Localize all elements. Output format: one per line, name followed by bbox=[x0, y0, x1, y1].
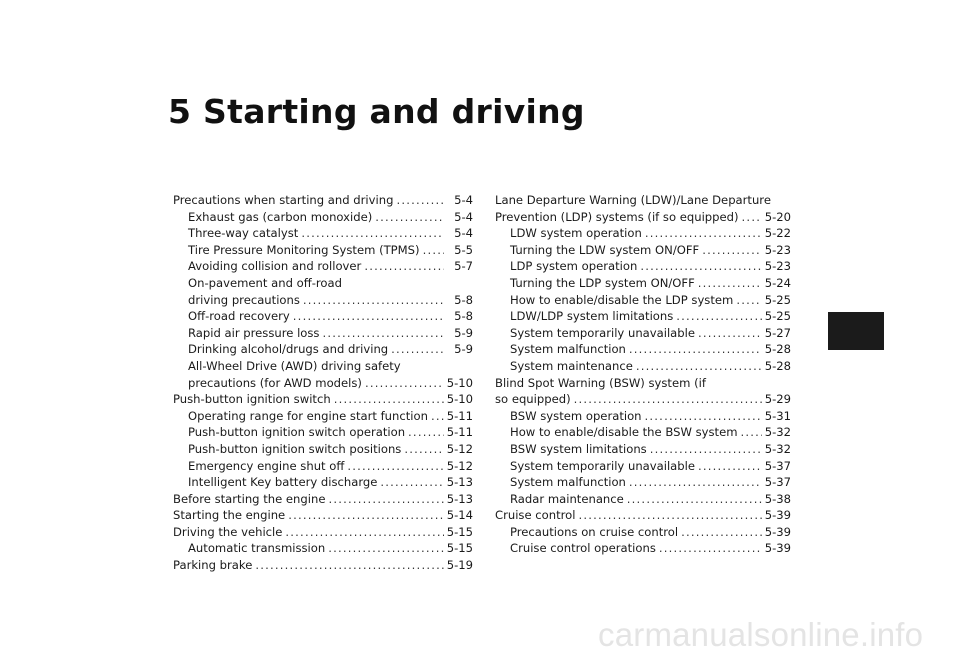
toc-leader-dots bbox=[396, 192, 444, 209]
toc-entry-text: precautions (for AWD models) bbox=[188, 375, 362, 390]
toc-subentry[interactable] bbox=[495, 474, 791, 491]
toc-left-column bbox=[173, 192, 473, 574]
toc-right-column bbox=[495, 192, 791, 557]
toc-entry-text: Operating range for engine start function bbox=[188, 408, 428, 423]
toc-page-number: 5-24 bbox=[764, 275, 791, 290]
toc-entry[interactable] bbox=[173, 507, 473, 524]
toc-page-number: 5-8 bbox=[454, 309, 473, 324]
toc-leader-dots bbox=[328, 491, 443, 508]
toc-page-number: 5-5 bbox=[454, 242, 473, 257]
toc-subentry[interactable] bbox=[173, 441, 473, 458]
toc-subentry[interactable] bbox=[495, 424, 791, 441]
toc-entry-text: System maintenance bbox=[510, 358, 633, 373]
toc-leader-dots bbox=[431, 408, 444, 425]
toc-page-number: 5-27 bbox=[764, 325, 791, 340]
toc-page-number: 5-25 bbox=[764, 309, 791, 324]
toc-entry-text: Rapid air pressure loss bbox=[188, 325, 320, 340]
toc-subentry[interactable] bbox=[495, 242, 791, 259]
toc-entry-text: BSW system limitations bbox=[510, 441, 647, 456]
toc-leader-dots bbox=[578, 507, 761, 524]
toc-entry-text: Push-button ignition switch operation bbox=[188, 425, 406, 440]
toc-entry[interactable] bbox=[495, 209, 791, 226]
toc-entry-text: Three-way catalyst bbox=[188, 226, 299, 241]
toc-page-number: 5-11 bbox=[446, 408, 473, 423]
toc-entry-text: LDP system operation bbox=[510, 259, 638, 274]
toc-page-number: 5-39 bbox=[764, 541, 791, 556]
toc-entry-text: so equipped) bbox=[495, 392, 571, 407]
toc-entry-text: Precautions when starting and driving bbox=[173, 193, 394, 207]
toc-entry-text: Driving the vehicle bbox=[173, 524, 283, 539]
toc-leader-dots bbox=[391, 341, 444, 358]
toc-subentry[interactable] bbox=[495, 225, 791, 242]
toc-subentry[interactable] bbox=[173, 375, 473, 392]
toc-subentry[interactable] bbox=[173, 458, 473, 475]
toc-entry-text: System malfunction bbox=[510, 475, 626, 490]
toc-entry-text: Prevention (LDP) systems (if so equipped) bbox=[495, 209, 739, 224]
toc-leader-dots bbox=[288, 507, 443, 524]
toc-entry-text: Starting the engine bbox=[173, 508, 286, 523]
toc-leader-dots bbox=[659, 540, 762, 557]
toc-page-number: 5-19 bbox=[446, 558, 473, 573]
toc-subentry[interactable] bbox=[173, 242, 473, 259]
toc-entry-text: Push-button ignition switch positions bbox=[188, 441, 402, 456]
page-title: 5 Starting and driving bbox=[168, 92, 585, 131]
toc-subentry[interactable] bbox=[495, 358, 791, 375]
toc-subentry[interactable] bbox=[495, 491, 791, 508]
toc-leader-dots bbox=[629, 341, 762, 358]
toc-leader-dots bbox=[364, 258, 444, 275]
toc-entry-text: Exhaust gas (carbon monoxide) bbox=[188, 209, 373, 224]
toc-subentry[interactable] bbox=[173, 258, 473, 275]
toc-entry-text: Emergency engine shut off bbox=[188, 458, 345, 473]
toc-entry[interactable] bbox=[173, 524, 473, 541]
toc-subentry[interactable] bbox=[495, 540, 791, 557]
toc-entry-text: Lane Departure Warning (LDW)/Lane Departure bbox=[495, 193, 771, 207]
toc-page-number: 5-25 bbox=[764, 292, 791, 307]
toc-entry-text: BSW system operation bbox=[510, 408, 642, 423]
toc-leader-dots bbox=[423, 242, 444, 259]
toc-leader-dots bbox=[365, 375, 444, 392]
toc-page-number: 5-28 bbox=[764, 342, 791, 357]
section-tab bbox=[828, 312, 884, 350]
toc-entry-text: LDW system operation bbox=[510, 226, 642, 241]
toc-subentry[interactable] bbox=[173, 225, 473, 242]
toc-subentry[interactable] bbox=[495, 292, 791, 309]
toc-leader-dots bbox=[698, 275, 762, 292]
toc-page-number: 5-10 bbox=[446, 392, 473, 407]
toc-page-number: 5-32 bbox=[764, 425, 791, 440]
toc-entry-text: How to enable/disable the LDP system bbox=[510, 292, 734, 307]
toc-entry[interactable] bbox=[173, 557, 473, 574]
toc-entry-text: Precautions on cruise control bbox=[510, 524, 679, 539]
toc-page-number: 5-4 bbox=[454, 193, 473, 207]
toc-leader-dots bbox=[404, 441, 443, 458]
toc-page-number: 5-7 bbox=[454, 259, 473, 274]
toc-entry[interactable] bbox=[173, 192, 473, 209]
toc-entry-text: How to enable/disable the BSW system bbox=[510, 425, 738, 440]
toc-page-number: 5-9 bbox=[454, 325, 473, 340]
toc-leader-dots bbox=[645, 408, 762, 425]
toc-subentry[interactable] bbox=[495, 458, 791, 475]
toc-subentry[interactable] bbox=[173, 408, 473, 425]
toc-subentry[interactable] bbox=[173, 341, 473, 358]
toc-page-number: 5-11 bbox=[446, 425, 473, 440]
toc-entry-text: Blind Spot Warning (BSW) system (if bbox=[495, 375, 706, 390]
toc-entry-text: Push-button ignition switch bbox=[173, 392, 331, 407]
toc-entry-text: Off-road recovery bbox=[188, 309, 290, 324]
toc-subentry[interactable] bbox=[495, 258, 791, 275]
toc-entry-text: Radar maintenance bbox=[510, 491, 624, 506]
toc-entry-text: On-pavement and off-road bbox=[188, 275, 342, 290]
toc-leader-dots bbox=[629, 474, 762, 491]
toc-page-number: 5-37 bbox=[764, 458, 791, 473]
toc-entry-text: LDW/LDP system limitations bbox=[510, 309, 674, 324]
toc-leader-dots bbox=[285, 524, 443, 541]
toc-page-number: 5-4 bbox=[454, 209, 473, 224]
toc-entry-text: System temporarily unavailable bbox=[510, 325, 695, 340]
toc-page-number: 5-23 bbox=[764, 242, 791, 257]
toc-page-number: 5-14 bbox=[446, 508, 473, 523]
toc-subentry[interactable] bbox=[495, 341, 791, 358]
toc-subentry[interactable] bbox=[173, 424, 473, 441]
toc-subentry[interactable] bbox=[173, 540, 473, 557]
toc-page-number: 5-22 bbox=[764, 226, 791, 241]
toc-subentry[interactable] bbox=[173, 325, 473, 342]
toc-leader-dots bbox=[255, 557, 443, 574]
toc-page-number: 5-23 bbox=[764, 259, 791, 274]
watermark: carmanualsonline.info bbox=[598, 616, 924, 653]
toc-page-number: 5-38 bbox=[764, 491, 791, 506]
toc-subentry[interactable] bbox=[495, 308, 791, 325]
toc-entry-text: Before starting the engine bbox=[173, 491, 326, 506]
toc-leader-dots bbox=[303, 292, 444, 309]
toc-subentry[interactable] bbox=[173, 474, 473, 491]
toc-subentry[interactable] bbox=[173, 292, 473, 309]
toc-entry-text: Turning the LDP system ON/OFF bbox=[510, 275, 695, 290]
toc-leader-dots bbox=[650, 441, 762, 458]
toc-page-number: 5-39 bbox=[764, 508, 791, 523]
toc-page-number: 5-37 bbox=[764, 475, 791, 490]
toc-page-number: 5-4 bbox=[454, 226, 473, 241]
toc-entry[interactable] bbox=[495, 391, 791, 408]
toc-entry-text: Cruise control bbox=[495, 508, 576, 523]
toc-entry-text: All-Wheel Drive (AWD) driving safety bbox=[188, 358, 401, 373]
toc-leader-dots bbox=[736, 292, 761, 309]
toc-leader-dots bbox=[334, 391, 444, 408]
toc-leader-dots bbox=[742, 209, 762, 226]
toc-leader-dots bbox=[328, 540, 443, 557]
toc-entry-text: driving precautions bbox=[188, 292, 300, 307]
toc-subentry[interactable] bbox=[173, 308, 473, 325]
toc-leader-dots bbox=[347, 458, 443, 475]
toc-subentry[interactable] bbox=[495, 325, 791, 342]
toc-leader-dots bbox=[698, 325, 762, 342]
toc-entry-text: Tire Pressure Monitoring System (TPMS) bbox=[188, 242, 420, 257]
toc-subentry[interactable] bbox=[495, 408, 791, 425]
toc-subentry[interactable] bbox=[173, 209, 473, 226]
toc-leader-dots bbox=[702, 242, 761, 259]
toc-entry[interactable] bbox=[173, 391, 473, 408]
toc-leader-dots bbox=[380, 474, 443, 491]
toc-leader-dots bbox=[375, 209, 444, 226]
toc-leader-dots bbox=[741, 424, 762, 441]
toc-leader-dots bbox=[698, 458, 762, 475]
toc-leader-dots bbox=[301, 225, 444, 242]
toc-entry-text: Intelligent Key battery discharge bbox=[188, 475, 378, 490]
toc-page-number: 5-12 bbox=[446, 458, 473, 473]
toc-page-number: 5-15 bbox=[446, 524, 473, 539]
toc-leader-dots bbox=[645, 225, 762, 242]
toc-entry-text: System malfunction bbox=[510, 342, 626, 357]
toc-leader-dots bbox=[640, 258, 761, 275]
toc-page-number: 5-31 bbox=[764, 408, 791, 423]
toc-leader-dots bbox=[676, 308, 761, 325]
toc-page-number: 5-9 bbox=[454, 342, 473, 357]
toc-entry-text: Automatic transmission bbox=[188, 541, 326, 556]
toc-entry-text: Parking brake bbox=[173, 558, 253, 573]
toc-leader-dots bbox=[293, 308, 444, 325]
toc-leader-dots bbox=[322, 325, 444, 342]
toc-page-number: 5-10 bbox=[446, 375, 473, 390]
toc-page-number: 5-29 bbox=[764, 392, 791, 407]
toc-leader-dots bbox=[681, 524, 762, 541]
toc-page-number: 5-13 bbox=[446, 475, 473, 490]
toc-entry-text: Cruise control operations bbox=[510, 541, 656, 556]
toc-subentry[interactable] bbox=[495, 275, 791, 292]
toc-page-number: 5-8 bbox=[454, 292, 473, 307]
toc-entry[interactable] bbox=[173, 491, 473, 508]
toc-page-number: 5-28 bbox=[764, 358, 791, 373]
toc-subentry[interactable] bbox=[495, 524, 791, 541]
toc-leader-dots bbox=[627, 491, 762, 508]
toc-page-number: 5-32 bbox=[764, 441, 791, 456]
toc-page-number: 5-20 bbox=[764, 209, 791, 224]
toc-page-number: 5-12 bbox=[446, 441, 473, 456]
toc-entry-text: Drinking alcohol/drugs and driving bbox=[188, 342, 389, 357]
toc-leader-dots bbox=[408, 424, 444, 441]
toc-entry[interactable] bbox=[495, 507, 791, 524]
toc-page-number: 5-39 bbox=[764, 524, 791, 539]
toc-page-number: 5-13 bbox=[446, 491, 473, 506]
toc-page-number: 5-15 bbox=[446, 541, 473, 556]
toc-entry-text: Avoiding collision and rollover bbox=[188, 259, 362, 274]
toc-entry-text: Turning the LDW system ON/OFF bbox=[510, 242, 700, 257]
toc-entry-text: System temporarily unavailable bbox=[510, 458, 695, 473]
toc-leader-dots bbox=[636, 358, 762, 375]
toc-subentry[interactable] bbox=[495, 441, 791, 458]
toc-leader-dots bbox=[574, 391, 762, 408]
